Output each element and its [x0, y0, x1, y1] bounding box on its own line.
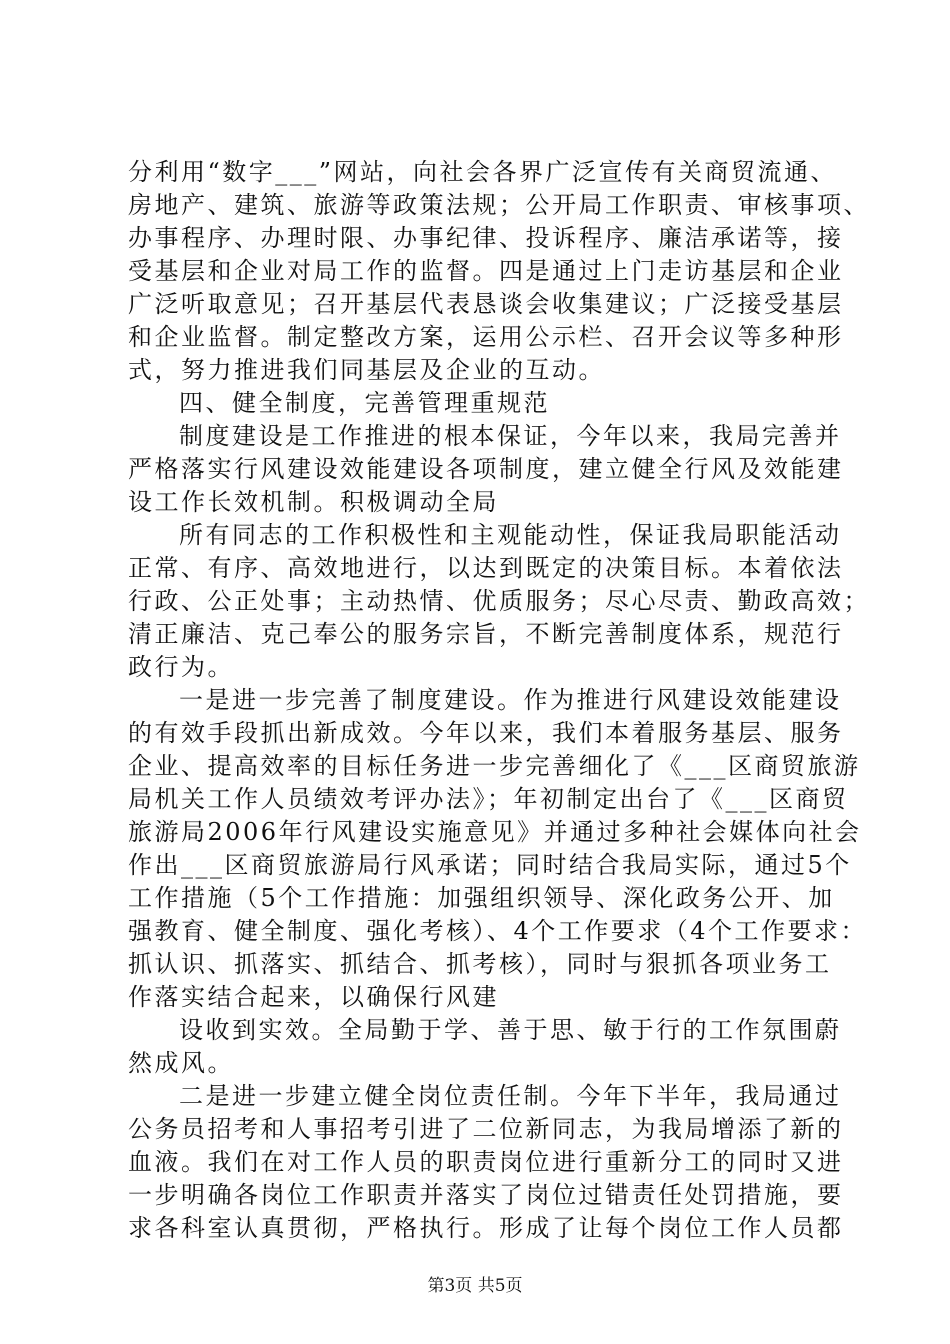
text-line: 血液。我们在对工作人员的职责岗位进行重新分工的同时又进 [128, 1148, 844, 1176]
text-line: 政行为。 [128, 653, 234, 681]
text-line: 作落实结合起来，以确保行风建 [128, 983, 499, 1011]
text-line: 抓认识、抓落实、抓结合、抓考核），同时与狠抓各项业务工 [128, 950, 832, 978]
text-line: 广泛听取意见；召开基层代表恳谈会收集建议；广泛接受基层 [128, 290, 844, 318]
text-line: 四、健全制度，完善管理重规范 [179, 389, 550, 417]
text-line: 受基层和企业对局工作的监督。四是通过上门走访基层和企业 [128, 257, 844, 285]
text-line: 一是进一步完善了制度建设。作为推进行风建设效能建设 [179, 686, 842, 714]
text-line: 二是进一步建立健全岗位责任制。今年下半年，我局通过 [179, 1082, 842, 1110]
text-line: 所有同志的工作积极性和主观能动性，保证我局职能活动 [179, 521, 842, 549]
text-line: 的有效手段抓出新成效。今年以来，我们本着服务基层、服务 [128, 719, 844, 747]
text-line: 清正廉洁、克己奉公的服务宗旨，不断完善制度体系，规范行 [128, 620, 844, 648]
text-line: 强教育、健全制度、强化考核）、4个工作要求（4个工作要求： [128, 917, 868, 945]
text-line: 工作措施（5个工作措施：加强组织领导、深化政务公开、加 [128, 884, 835, 912]
text-line: 设收到实效。全局勤于学、善于思、敏于行的工作氛围蔚 [179, 1016, 842, 1044]
text-line: 分利用“数字___”网站，向社会各界广泛宣传有关商贸流通、 [128, 158, 838, 186]
text-line: 求各科室认真贯彻，严格执行。形成了让每个岗位工作人员都 [128, 1214, 844, 1242]
text-line: 办事程序、办理时限、办事纪律、投诉程序、廉洁承诺等，接 [128, 224, 844, 252]
text-line: 严格落实行风建设效能建设各项制度，建立健全行风及效能建 [128, 455, 844, 483]
text-line: 制度建设是工作推进的根本保证，今年以来，我局完善并 [179, 422, 842, 450]
text-line: 正常、有序、高效地进行，以达到既定的决策目标。本着依法 [128, 554, 844, 582]
text-line: 旅游局2006年行风建设实施意见》并通过多种社会媒体向社会 [128, 818, 862, 846]
text-line: 设工作长效机制。积极调动全局 [128, 488, 499, 516]
text-line: 一步明确各岗位工作职责并落实了岗位过错责任处罚措施，要 [128, 1181, 844, 1209]
text-line: 房地产、建筑、旅游等政策法规；公开局工作职责、审核事项、 [128, 191, 870, 219]
text-line: 作出___区商贸旅游局行风承诺；同时结合我局实际，通过5个 [128, 851, 852, 879]
text-line: 公务员招考和人事招考引进了二位新同志，为我局增添了新的 [128, 1115, 844, 1143]
text-line: 企业、提高效率的目标任务进一步完善细化了《___区商贸旅游 [128, 752, 861, 780]
text-line: 局机关工作人员绩效考评办法》；年初制定出台了《___区商贸 [128, 785, 849, 813]
text-line: 行政、公正处事；主动热情、优质服务；尽心尽责、勤政高效； [128, 587, 870, 615]
document-body [128, 156, 870, 1245]
text-line: 式，努力推进我们同基层及企业的互动。 [128, 356, 605, 384]
text-line: 然成风。 [128, 1049, 234, 1077]
page-number: 第3页 共5页 [427, 1276, 523, 1296]
text-line: 和企业监督。制定整改方案，运用公示栏、召开会议等多种形 [128, 323, 844, 351]
